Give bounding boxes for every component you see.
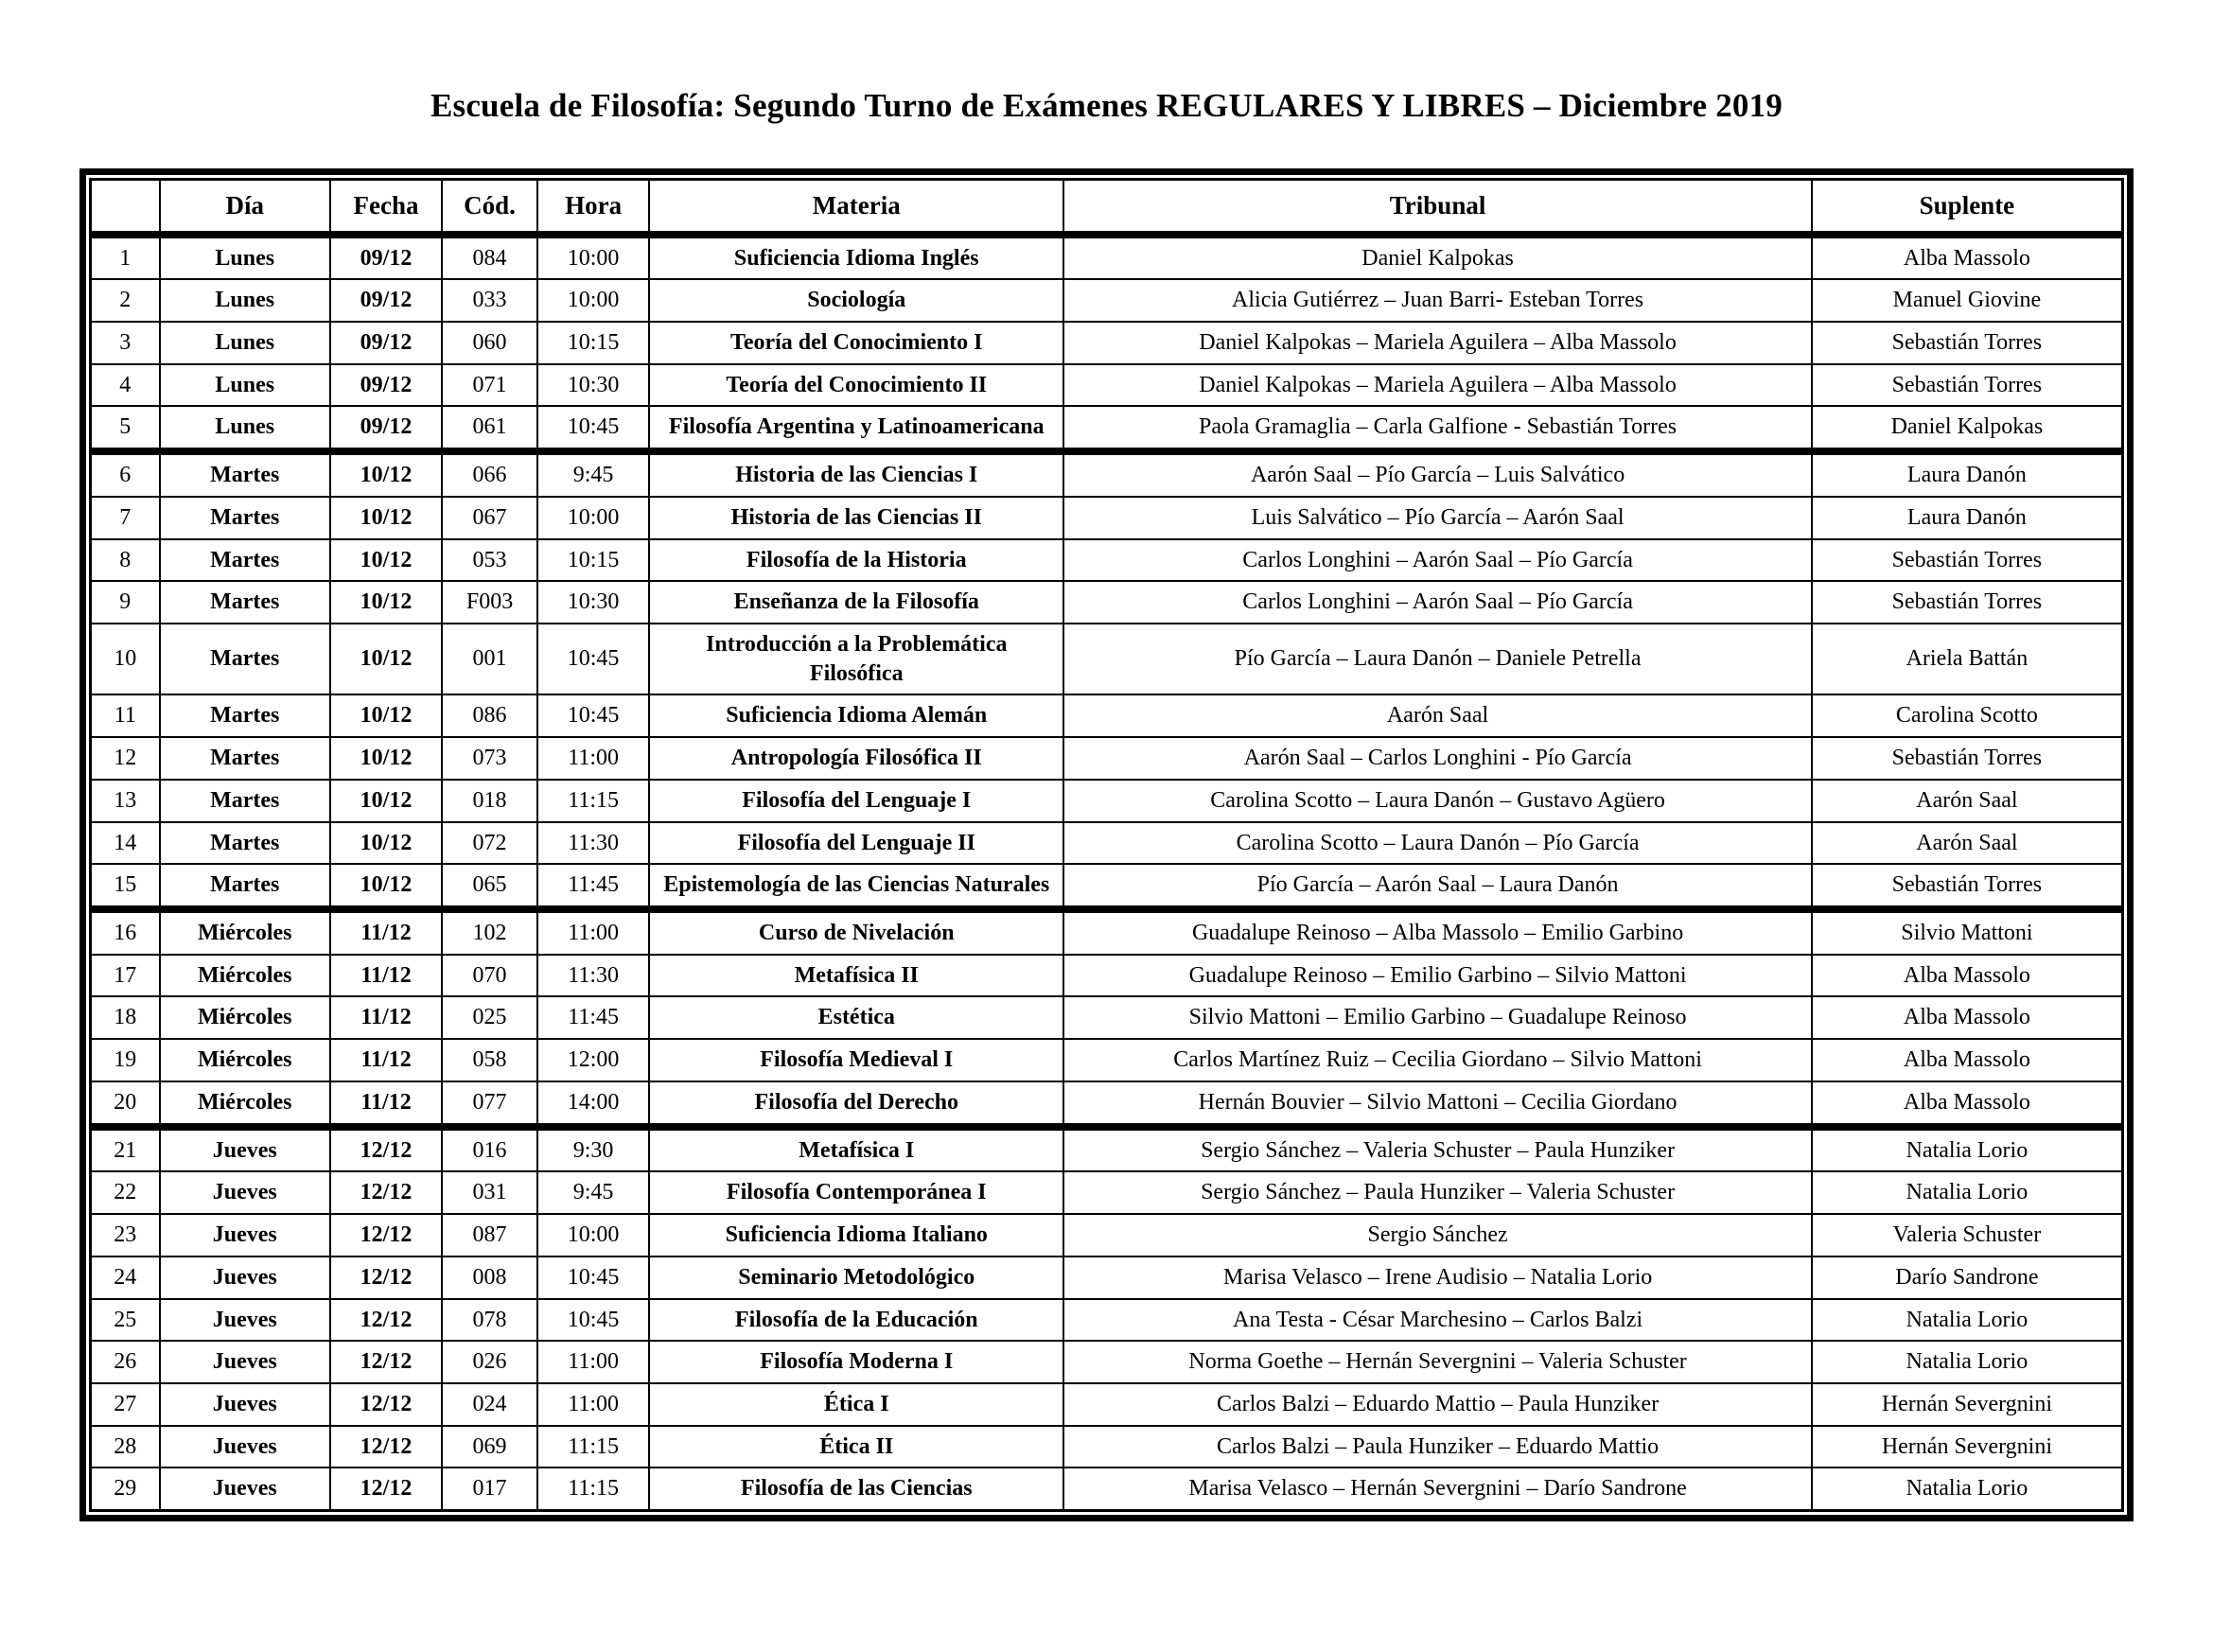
cell-suplente: Hernán Severgnini — [1812, 1383, 2123, 1426]
cell-dia: Martes — [160, 624, 330, 694]
table-row — [91, 1341, 2123, 1383]
cell-dia: Jueves — [160, 1341, 330, 1383]
cell-tribunal: Silvio Mattoni – Emilio Garbino – Guadalupe Reinoso — [1063, 996, 1811, 1039]
cell-materia: Filosofía Medieval I — [649, 1039, 1063, 1081]
cell-fecha: 09/12 — [330, 406, 442, 451]
cell-row-number: 17 — [91, 955, 160, 997]
cell-hora: 11:15 — [537, 780, 649, 822]
cell-dia: Martes — [160, 737, 330, 780]
cell-row-number: 23 — [91, 1214, 160, 1257]
cell-suplente: Darío Sandrone — [1812, 1257, 2123, 1299]
table-row — [91, 737, 2123, 780]
cell-row-number: 6 — [91, 451, 160, 497]
cell-row-number: 22 — [91, 1171, 160, 1214]
header-cell-hora: Hora — [537, 180, 649, 235]
cell-hora: 11:00 — [537, 1341, 649, 1383]
cell-hora: 10:15 — [537, 322, 649, 364]
cell-row-number: 2 — [91, 279, 160, 322]
table-row — [91, 822, 2123, 865]
cell-cod: 071 — [442, 364, 537, 407]
cell-dia: Miércoles — [160, 909, 330, 955]
cell-hora: 11:00 — [537, 737, 649, 780]
header-cell-materia: Materia — [649, 180, 1063, 235]
cell-tribunal: Daniel Kalpokas – Mariela Aguilera – Alba Massolo — [1063, 364, 1811, 407]
table-row — [91, 406, 2123, 451]
cell-tribunal: Aarón Saal – Carlos Longhini - Pío García — [1063, 737, 1811, 780]
cell-cod: 016 — [442, 1127, 537, 1172]
cell-row-number: 4 — [91, 364, 160, 407]
cell-suplente: Alba Massolo — [1812, 1039, 2123, 1081]
cell-materia: Metafísica II — [649, 955, 1063, 997]
cell-tribunal: Guadalupe Reinoso – Alba Massolo – Emilio Garbino — [1063, 909, 1811, 955]
cell-hora: 10:30 — [537, 581, 649, 624]
cell-tribunal: Carlos Balzi – Paula Hunziker – Eduardo Mattio — [1063, 1426, 1811, 1468]
cell-tribunal: Daniel Kalpokas — [1063, 235, 1811, 280]
cell-suplente: Sebastián Torres — [1812, 322, 2123, 364]
cell-hora: 9:45 — [537, 1171, 649, 1214]
header-cell-suplente: Suplente — [1812, 180, 2123, 235]
cell-row-number: 12 — [91, 737, 160, 780]
cell-row-number: 16 — [91, 909, 160, 955]
cell-suplente: Hernán Severgnini — [1812, 1426, 2123, 1468]
cell-fecha: 10/12 — [330, 864, 442, 909]
cell-cod: 058 — [442, 1039, 537, 1081]
cell-fecha: 12/12 — [330, 1341, 442, 1383]
cell-row-number: 14 — [91, 822, 160, 865]
cell-tribunal: Carlos Balzi – Eduardo Mattio – Paula Hunziker — [1063, 1383, 1811, 1426]
cell-materia: Suficiencia Idioma Inglés — [649, 235, 1063, 280]
cell-suplente: Alba Massolo — [1812, 955, 2123, 997]
cell-dia: Jueves — [160, 1127, 330, 1172]
cell-fecha: 12/12 — [330, 1383, 442, 1426]
cell-materia: Filosofía Argentina y Latinoamericana — [649, 406, 1063, 451]
page-title: Escuela de Filosofía: Segundo Turno de Exámenes REGULARES Y LIBRES – Diciembre 2019 — [430, 87, 1783, 124]
cell-row-number: 26 — [91, 1341, 160, 1383]
cell-tribunal: Alicia Gutiérrez – Juan Barri- Esteban Torres — [1063, 279, 1811, 322]
cell-cod: F003 — [442, 581, 537, 624]
table-row — [91, 1257, 2123, 1299]
cell-dia: Miércoles — [160, 955, 330, 997]
cell-cod: 067 — [442, 497, 537, 539]
cell-materia: Filosofía de la Historia — [649, 539, 1063, 582]
cell-tribunal: Aarón Saal – Pío García – Luis Salvático — [1063, 451, 1811, 497]
table-row — [91, 364, 2123, 407]
cell-materia: Metafísica I — [649, 1127, 1063, 1172]
header-cell-fecha: Fecha — [330, 180, 442, 235]
schedule-table — [89, 178, 2124, 1512]
cell-dia: Jueves — [160, 1299, 330, 1342]
cell-cod: 033 — [442, 279, 537, 322]
cell-hora: 11:30 — [537, 955, 649, 997]
cell-tribunal: Pío García – Aarón Saal – Laura Danón — [1063, 864, 1811, 909]
cell-hora: 10:00 — [537, 1214, 649, 1257]
cell-row-number: 29 — [91, 1467, 160, 1510]
cell-suplente: Sebastián Torres — [1812, 539, 2123, 582]
cell-suplente: Valeria Schuster — [1812, 1214, 2123, 1257]
cell-fecha: 09/12 — [330, 235, 442, 280]
header-cell-num — [91, 180, 160, 235]
cell-fecha: 12/12 — [330, 1467, 442, 1510]
cell-row-number: 7 — [91, 497, 160, 539]
cell-hora: 9:30 — [537, 1127, 649, 1172]
cell-dia: Martes — [160, 497, 330, 539]
cell-cod: 018 — [442, 780, 537, 822]
cell-row-number: 27 — [91, 1383, 160, 1426]
cell-fecha: 10/12 — [330, 780, 442, 822]
cell-materia: Filosofía del Derecho — [649, 1081, 1063, 1127]
cell-tribunal: Sergio Sánchez – Paula Hunziker – Valeria Schuster — [1063, 1171, 1811, 1214]
cell-suplente: Sebastián Torres — [1812, 737, 2123, 780]
cell-materia: Filosofía del Lenguaje II — [649, 822, 1063, 865]
cell-suplente: Daniel Kalpokas — [1812, 406, 2123, 451]
cell-row-number: 10 — [91, 624, 160, 694]
cell-cod: 008 — [442, 1257, 537, 1299]
cell-hora: 11:15 — [537, 1467, 649, 1510]
cell-row-number: 18 — [91, 996, 160, 1039]
cell-materia: Ética II — [649, 1426, 1063, 1468]
cell-hora: 11:30 — [537, 822, 649, 865]
cell-cod: 072 — [442, 822, 537, 865]
cell-cod: 053 — [442, 539, 537, 582]
cell-materia: Filosofía Contemporánea I — [649, 1171, 1063, 1214]
cell-cod: 084 — [442, 235, 537, 280]
cell-materia: Filosofía del Lenguaje I — [649, 780, 1063, 822]
cell-tribunal: Daniel Kalpokas – Mariela Aguilera – Alba Massolo — [1063, 322, 1811, 364]
cell-materia: Sociología — [649, 279, 1063, 322]
cell-tribunal: Carolina Scotto – Laura Danón – Gustavo Agüero — [1063, 780, 1811, 822]
cell-cod: 024 — [442, 1383, 537, 1426]
cell-hora: 14:00 — [537, 1081, 649, 1127]
cell-fecha: 10/12 — [330, 581, 442, 624]
table-row — [91, 451, 2123, 497]
cell-dia: Jueves — [160, 1214, 330, 1257]
cell-materia: Ética I — [649, 1383, 1063, 1426]
header-cell-dia: Día — [160, 180, 330, 235]
cell-fecha: 12/12 — [330, 1127, 442, 1172]
cell-suplente: Alba Massolo — [1812, 235, 2123, 280]
cell-tribunal: Paola Gramaglia – Carla Galfione - Sebastián Torres — [1063, 406, 1811, 451]
cell-dia: Miércoles — [160, 1039, 330, 1081]
cell-cod: 066 — [442, 451, 537, 497]
cell-dia: Jueves — [160, 1171, 330, 1214]
table-row — [91, 694, 2123, 737]
cell-hora: 10:45 — [537, 1257, 649, 1299]
cell-hora: 10:00 — [537, 279, 649, 322]
cell-dia: Lunes — [160, 406, 330, 451]
cell-tribunal: Carlos Martínez Ruiz – Cecilia Giordano – Silvio Mattoni — [1063, 1039, 1811, 1081]
cell-row-number: 11 — [91, 694, 160, 737]
cell-materia: Teoría del Conocimiento II — [649, 364, 1063, 407]
cell-materia: Estética — [649, 996, 1063, 1039]
cell-row-number: 21 — [91, 1127, 160, 1172]
cell-cod: 061 — [442, 406, 537, 451]
cell-row-number: 8 — [91, 539, 160, 582]
cell-suplente: Laura Danón — [1812, 451, 2123, 497]
cell-dia: Martes — [160, 539, 330, 582]
cell-tribunal: Sergio Sánchez – Valeria Schuster – Paula Hunziker — [1063, 1127, 1811, 1172]
cell-suplente: Alba Massolo — [1812, 996, 2123, 1039]
cell-dia: Miércoles — [160, 1081, 330, 1127]
cell-tribunal: Pío García – Laura Danón – Daniele Petrella — [1063, 624, 1811, 694]
document-page — [0, 87, 2213, 1652]
table-row — [91, 864, 2123, 909]
cell-cod: 102 — [442, 909, 537, 955]
cell-fecha: 12/12 — [330, 1257, 442, 1299]
cell-cod: 065 — [442, 864, 537, 909]
cell-fecha: 12/12 — [330, 1171, 442, 1214]
cell-cod: 031 — [442, 1171, 537, 1214]
cell-hora: 10:00 — [537, 235, 649, 280]
cell-dia: Lunes — [160, 235, 330, 280]
cell-hora: 10:45 — [537, 1299, 649, 1342]
cell-fecha: 11/12 — [330, 955, 442, 997]
cell-fecha: 10/12 — [330, 624, 442, 694]
table-row — [91, 279, 2123, 322]
cell-fecha: 10/12 — [330, 694, 442, 737]
cell-hora: 10:45 — [537, 624, 649, 694]
cell-materia: Historia de las Ciencias I — [649, 451, 1063, 497]
cell-suplente: Natalia Lorio — [1812, 1467, 2123, 1510]
cell-materia: Filosofía Moderna I — [649, 1341, 1063, 1383]
cell-row-number: 28 — [91, 1426, 160, 1468]
cell-fecha: 12/12 — [330, 1426, 442, 1468]
cell-dia: Lunes — [160, 364, 330, 407]
cell-suplente: Laura Danón — [1812, 497, 2123, 539]
cell-dia: Martes — [160, 694, 330, 737]
cell-row-number: 15 — [91, 864, 160, 909]
cell-suplente: Sebastián Torres — [1812, 581, 2123, 624]
cell-materia: Filosofía de las Ciencias — [649, 1467, 1063, 1510]
table-row — [91, 780, 2123, 822]
cell-cod: 069 — [442, 1426, 537, 1468]
cell-cod: 026 — [442, 1341, 537, 1383]
cell-fecha: 09/12 — [330, 279, 442, 322]
cell-hora: 10:00 — [537, 497, 649, 539]
cell-tribunal: Guadalupe Reinoso – Emilio Garbino – Silvio Mattoni — [1063, 955, 1811, 997]
cell-suplente: Manuel Giovine — [1812, 279, 2123, 322]
cell-dia: Jueves — [160, 1383, 330, 1426]
cell-cod: 078 — [442, 1299, 537, 1342]
cell-row-number: 5 — [91, 406, 160, 451]
cell-suplente: Natalia Lorio — [1812, 1127, 2123, 1172]
cell-fecha: 10/12 — [330, 539, 442, 582]
cell-cod: 017 — [442, 1467, 537, 1510]
cell-cod: 060 — [442, 322, 537, 364]
table-row — [91, 909, 2123, 955]
cell-cod: 087 — [442, 1214, 537, 1257]
cell-dia: Miércoles — [160, 996, 330, 1039]
cell-dia: Jueves — [160, 1467, 330, 1510]
cell-suplente: Sebastián Torres — [1812, 364, 2123, 407]
cell-suplente: Ariela Battán — [1812, 624, 2123, 694]
cell-tribunal: Carlos Longhini – Aarón Saal – Pío García — [1063, 539, 1811, 582]
cell-suplente: Aarón Saal — [1812, 822, 2123, 865]
cell-row-number: 13 — [91, 780, 160, 822]
table-row — [91, 1171, 2123, 1214]
table-row — [91, 1383, 2123, 1426]
cell-tribunal: Sergio Sánchez — [1063, 1214, 1811, 1257]
table-row — [91, 497, 2123, 539]
cell-suplente: Alba Massolo — [1812, 1081, 2123, 1127]
cell-row-number: 20 — [91, 1081, 160, 1127]
cell-dia: Lunes — [160, 322, 330, 364]
cell-cod: 086 — [442, 694, 537, 737]
cell-fecha: 11/12 — [330, 1081, 442, 1127]
cell-hora: 9:45 — [537, 451, 649, 497]
table-row — [91, 1039, 2123, 1081]
cell-fecha: 10/12 — [330, 822, 442, 865]
cell-fecha: 12/12 — [330, 1214, 442, 1257]
cell-fecha: 12/12 — [330, 1299, 442, 1342]
cell-tribunal: Carlos Longhini – Aarón Saal – Pío García — [1063, 581, 1811, 624]
cell-hora: 12:00 — [537, 1039, 649, 1081]
table-row — [91, 996, 2123, 1039]
cell-fecha: 10/12 — [330, 451, 442, 497]
cell-row-number: 3 — [91, 322, 160, 364]
cell-suplente: Natalia Lorio — [1812, 1299, 2123, 1342]
cell-hora: 11:00 — [537, 909, 649, 955]
cell-tribunal: Carolina Scotto – Laura Danón – Pío García — [1063, 822, 1811, 865]
cell-row-number: 24 — [91, 1257, 160, 1299]
cell-hora: 10:30 — [537, 364, 649, 407]
cell-hora: 11:45 — [537, 864, 649, 909]
cell-dia: Martes — [160, 451, 330, 497]
cell-row-number: 19 — [91, 1039, 160, 1081]
cell-materia: Historia de las Ciencias II — [649, 497, 1063, 539]
table-row — [91, 1467, 2123, 1510]
cell-suplente: Sebastián Torres — [1812, 864, 2123, 909]
table-row — [91, 1426, 2123, 1468]
cell-suplente: Aarón Saal — [1812, 780, 2123, 822]
table-row — [91, 1214, 2123, 1257]
table-row — [91, 955, 2123, 997]
cell-dia: Martes — [160, 581, 330, 624]
header-row — [91, 180, 2123, 235]
cell-cod: 001 — [442, 624, 537, 694]
cell-hora: 10:45 — [537, 406, 649, 451]
cell-hora: 11:00 — [537, 1383, 649, 1426]
cell-tribunal: Aarón Saal — [1063, 694, 1811, 737]
cell-fecha: 09/12 — [330, 322, 442, 364]
cell-hora: 11:45 — [537, 996, 649, 1039]
cell-materia: Epistemología de las Ciencias Naturales — [649, 864, 1063, 909]
cell-hora: 11:15 — [537, 1426, 649, 1468]
schedule-table-header — [91, 180, 2123, 235]
header-cell-cod: Cód. — [442, 180, 537, 235]
cell-dia: Martes — [160, 864, 330, 909]
cell-dia: Jueves — [160, 1426, 330, 1468]
cell-materia: Enseñanza de la Filosofía — [649, 581, 1063, 624]
cell-suplente: Carolina Scotto — [1812, 694, 2123, 737]
cell-dia: Jueves — [160, 1257, 330, 1299]
cell-dia: Martes — [160, 822, 330, 865]
cell-materia: Antropología Filosófica II — [649, 737, 1063, 780]
cell-materia: Suficiencia Idioma Italiano — [649, 1214, 1063, 1257]
cell-fecha: 10/12 — [330, 497, 442, 539]
cell-tribunal: Marisa Velasco – Irene Audisio – Natalia Lorio — [1063, 1257, 1811, 1299]
cell-fecha: 11/12 — [330, 909, 442, 955]
cell-materia: Seminario Metodológico — [649, 1257, 1063, 1299]
cell-fecha: 11/12 — [330, 1039, 442, 1081]
cell-tribunal: Marisa Velasco – Hernán Severgnini – Darío Sandrone — [1063, 1467, 1811, 1510]
cell-tribunal: Norma Goethe – Hernán Severgnini – Valeria Schuster — [1063, 1341, 1811, 1383]
cell-materia: Introducción a la Problemática Filosófica — [649, 624, 1063, 694]
cell-tribunal: Luis Salvático – Pío García – Aarón Saal — [1063, 497, 1811, 539]
table-row — [91, 1299, 2123, 1342]
cell-row-number: 9 — [91, 581, 160, 624]
cell-suplente: Natalia Lorio — [1812, 1341, 2123, 1383]
cell-fecha: 11/12 — [330, 996, 442, 1039]
cell-hora: 10:15 — [537, 539, 649, 582]
cell-fecha: 09/12 — [330, 364, 442, 407]
cell-row-number: 1 — [91, 235, 160, 280]
cell-cod: 077 — [442, 1081, 537, 1127]
cell-cod: 070 — [442, 955, 537, 997]
schedule-table-body — [91, 235, 2123, 1511]
table-row — [91, 235, 2123, 280]
header-cell-tribunal: Tribunal — [1063, 180, 1811, 235]
cell-row-number: 25 — [91, 1299, 160, 1342]
table-row — [91, 624, 2123, 694]
cell-cod: 025 — [442, 996, 537, 1039]
cell-suplente: Silvio Mattoni — [1812, 909, 2123, 955]
cell-materia: Suficiencia Idioma Alemán — [649, 694, 1063, 737]
cell-dia: Lunes — [160, 279, 330, 322]
table-row — [91, 1081, 2123, 1127]
cell-tribunal: Hernán Bouvier – Silvio Mattoni – Cecilia Giordano — [1063, 1081, 1811, 1127]
cell-cod: 073 — [442, 737, 537, 780]
table-row — [91, 1127, 2123, 1172]
cell-dia: Martes — [160, 780, 330, 822]
cell-tribunal: Ana Testa - César Marchesino – Carlos Balzi — [1063, 1299, 1811, 1342]
cell-materia: Filosofía de la Educación — [649, 1299, 1063, 1342]
table-row — [91, 581, 2123, 624]
cell-hora: 10:45 — [537, 694, 649, 737]
table-row — [91, 322, 2123, 364]
cell-materia: Curso de Nivelación — [649, 909, 1063, 955]
cell-suplente: Natalia Lorio — [1812, 1171, 2123, 1214]
schedule-table-frame — [79, 168, 2134, 1521]
table-row — [91, 539, 2123, 582]
cell-materia: Teoría del Conocimiento I — [649, 322, 1063, 364]
cell-fecha: 10/12 — [330, 737, 442, 780]
